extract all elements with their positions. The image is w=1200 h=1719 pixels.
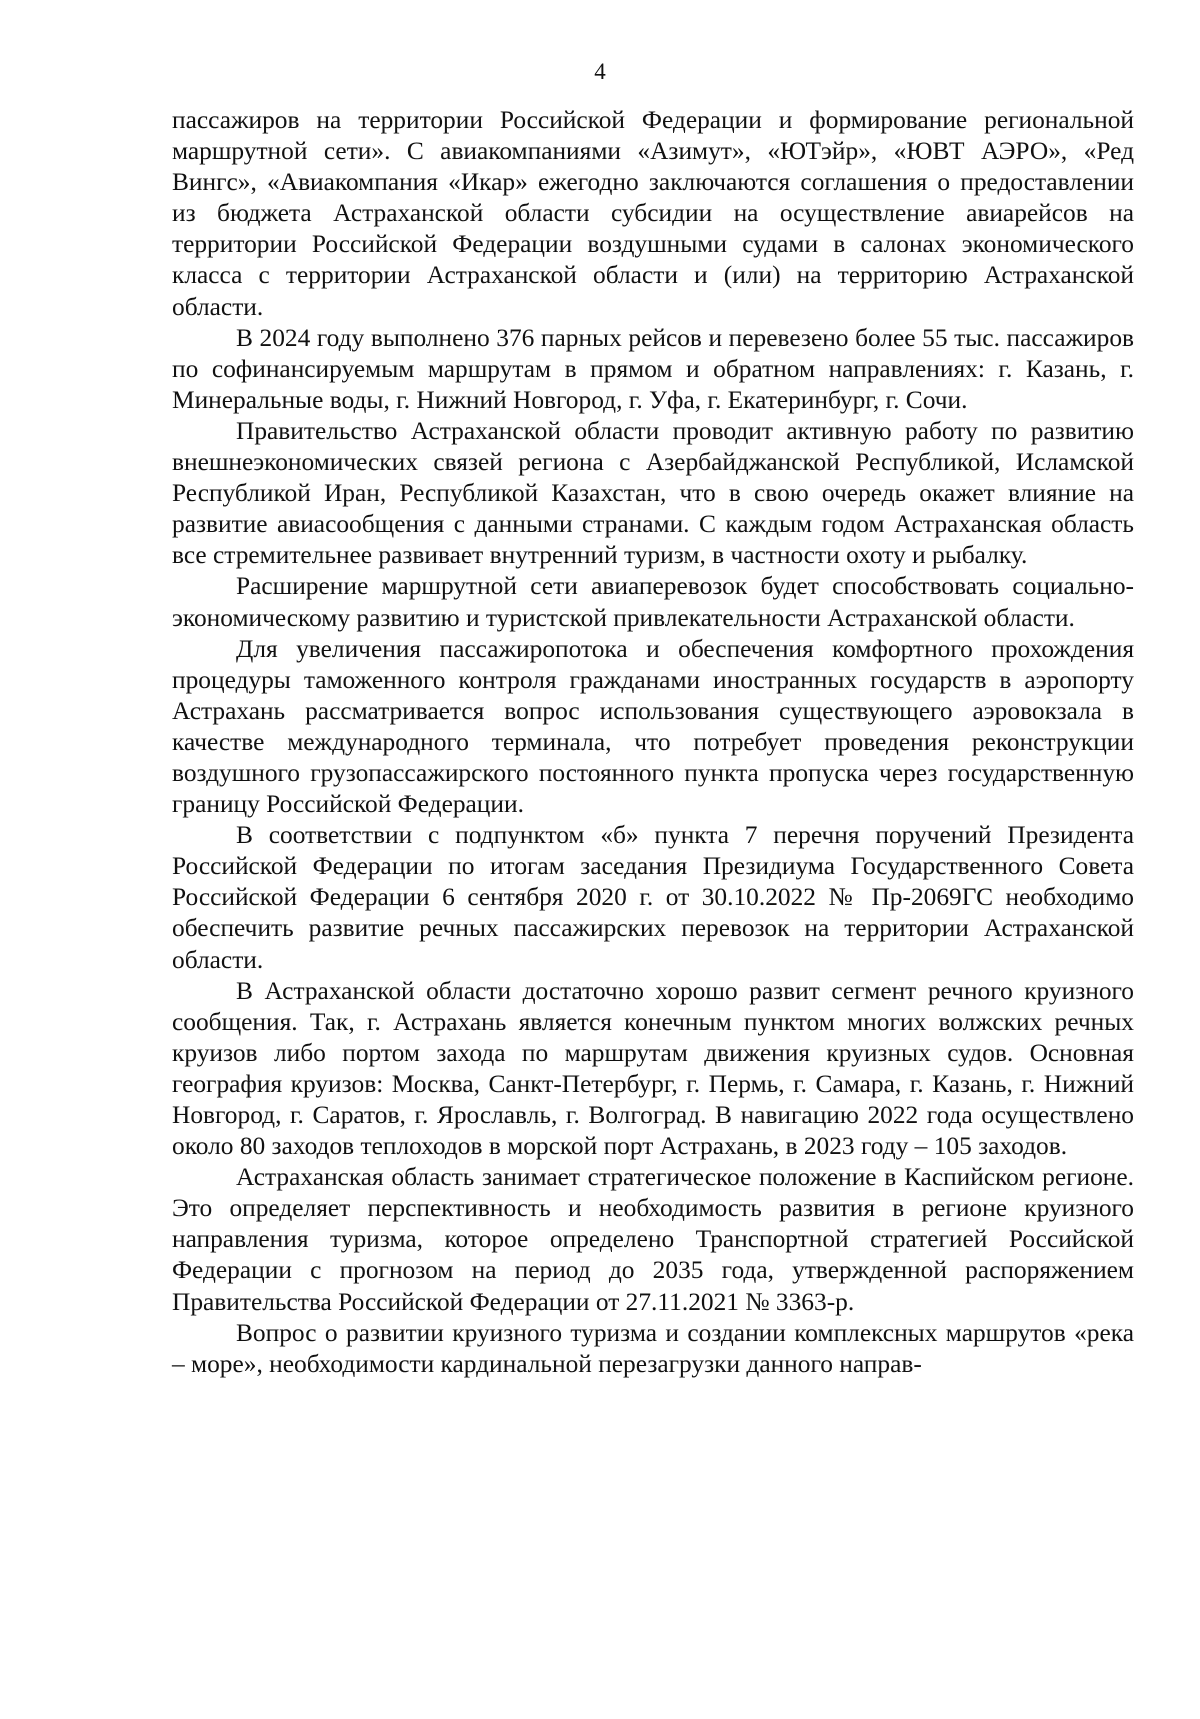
paragraph-2: В 2024 году выполнено 376 парных рейсов и перевезено более 55 тыс. пассажиров по софинансируемым маршрутам в прямом и обратном направлениях: г. Казань, г. Минеральные воды, г. Нижний Новгород, г. Уфа, г. Екатеринбург, г. Сочи. bbox=[172, 323, 1134, 414]
paragraph-9: Вопрос о развитии круизного туризма и создании комплексных маршрутов «река – море», необходимости кардинальной перезагрузки данного направ- bbox=[172, 1318, 1134, 1378]
paragraph-8: Астраханская область занимает стратегическое положение в Каспийском регионе. Это определяет перспективность и необходимость развития в регионе круизного направления туризма, которое определено Транспортной стратегией Российской Федерации с прогнозом на период до 2035 года, утвержденной распоряжением Правительства Российской Федерации от 27.11.2021 № 3363-р. bbox=[172, 1163, 1134, 1316]
paragraph-4: Расширение маршрутной сети авиаперевозок будет способствовать социально-экономическому развитию и туристской привлекательности Астраханской области. bbox=[172, 572, 1134, 632]
paragraph-7: В Астраханской области достаточно хорошо развит сегмент речного круизного сообщения. Так, г. Астрахань является конечным пунктом многих волжских речных круизов либо портом захода по маршрутам движения круизных судов. Основная география круизов: Москва, Санкт-Петербург, г. Пермь, г. Самара, г. Казань, г. Нижний Новгород, г. Саратов, г. Ярославль, г. Волгоград. В навигацию 2022 года осуществлено около 80 заходов теплоходов в морской порт Астрахань, в 2023 году – 105 заходов. bbox=[172, 976, 1134, 1161]
page-number: 4 bbox=[594, 59, 606, 84]
paragraph-5: Для увеличения пассажиропотока и обеспечения комфортного прохождения процедуры таможенного контроля гражданами иностранных государств в аэропорту Астрахань рассматривается вопрос использования существующего аэровокзала в качестве международного терминала, что потребует проведения реконструкции воздушного грузопассажирского постоянного пункта пропуска через государственную границу Российской Федерации. bbox=[172, 634, 1134, 819]
body-text bbox=[172, 105, 1134, 1380]
paragraph-6: В соответствии с подпунктом «б» пункта 7 перечня поручений Президента Российской Федерации по итогам заседания Президиума Государственного Совета Российской Федерации 6 сентября 2020 г. от 30.10.2022 № Пр-2069ГС необходимо обеспечить развитие речных пассажирских перевозок на территории Астраханской области. bbox=[172, 821, 1134, 974]
paragraph-3: Правительство Астраханской области проводит активную работу по развитию внешнеэкономических связей региона с Азербайджанской Республикой, Исламской Республикой Иран, Республикой Казахстан, что в свою очередь окажет влияние на развитие авиасообщения с данными странами. С каждым годом Астраханская область все стремительнее развивает внутренний туризм, в частности охоту и рыбалку. bbox=[172, 416, 1134, 570]
paragraph-1: пассажиров на территории Российской Федерации и формирование региональной маршрутной сети». С авиакомпаниями «Азимут», «ЮТэйр», «ЮВТ АЭРО», «Ред Вингс», «Авиакомпания «Икар» ежегодно заключаются соглашения о предоставлении из бюджета Астраханской области субсидии на осуществление авиарейсов на территории Российской Федерации воздушными судами в салонах экономического класса с территории Астраханской области и (или) на территорию Астраханской области. bbox=[172, 106, 1134, 321]
